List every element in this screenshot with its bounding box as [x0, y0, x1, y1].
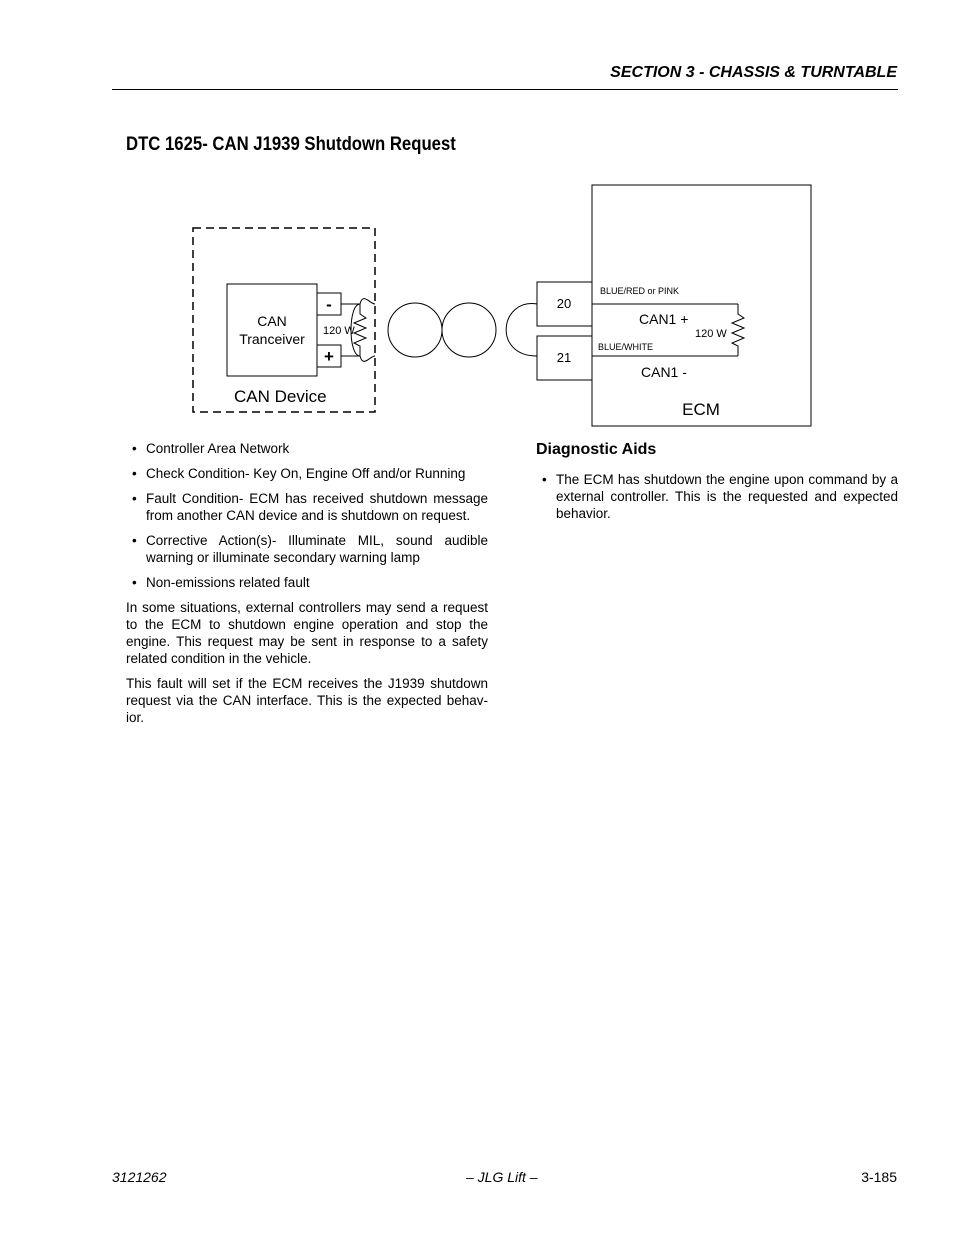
paragraph: In some situations, external controllers may send a request to the ECM to shutdown engine operation and stop the engine. This request may be sent in response to a safety related condition in the vehicle.: [126, 600, 488, 666]
can-device-label: CAN Device: [234, 387, 327, 406]
header-rule: [112, 89, 898, 90]
left-column: [126, 440, 488, 734]
ecm-box: [592, 185, 811, 426]
right-resistor: [732, 304, 744, 356]
transceiver-box: [227, 284, 317, 376]
condition-list: [126, 440, 488, 591]
left-resistor-label: 120 W: [323, 325, 355, 337]
page-number: 3-185: [861, 1169, 897, 1185]
list-item: • The ECM has shutdown the engine upon command by a external controller. This is the requested and expected behavior.: [536, 471, 898, 522]
list-item: • Fault Condition- ECM has received shutdown message from another CAN device and is shutdown on request.: [126, 490, 488, 524]
diagnostic-aids-heading: Diagnostic Aids: [536, 441, 657, 458]
page-title: DTC 1625- CAN J1939 Shutdown Request: [126, 134, 456, 155]
paragraph: This fault will set if the ECM receives the J1939 shutdown request via the CAN interface. This is the expected behav-ior.: [126, 676, 488, 725]
minus-symbol: -: [326, 295, 332, 314]
wire-top-label: BLUE/RED or PINK: [600, 286, 680, 296]
can1-minus-label: CAN1 -: [641, 364, 687, 380]
list-item: • Check Condition- Key On, Engine Off and/or Running: [126, 465, 488, 482]
list-item: • Non-emissions related fault: [126, 574, 488, 591]
section-header: SECTION 3 - CHASSIS & TURNTABLE: [610, 64, 897, 81]
wire-bottom-label: BLUE/WHITE: [598, 342, 654, 352]
plus-symbol: +: [324, 347, 334, 366]
left-resistor: [354, 304, 366, 356]
pin-20-label: 20: [556, 296, 572, 311]
right-resistor-label: 120 W: [695, 328, 727, 340]
doc-number: 3121262: [112, 1169, 167, 1185]
footer-brand: – JLG Lift –: [466, 1169, 538, 1185]
transceiver-label-line1: CAN: [257, 313, 287, 329]
list-item: • Controller Area Network: [126, 440, 488, 457]
transceiver-label-line2: Tranceiver: [239, 331, 305, 347]
twisted-pair: [351, 299, 537, 362]
diagnostic-aids-list: [536, 471, 898, 522]
right-column: [536, 440, 898, 530]
can1-plus-label: CAN1 +: [639, 311, 689, 327]
ecm-label: ECM: [682, 400, 720, 419]
can-wiring-diagram: [180, 180, 820, 435]
pin-21-label: 21: [556, 350, 572, 365]
list-item: • Corrective Action(s)- Illuminate MIL, sound audible warning or illuminate secondary warning lamp: [126, 532, 488, 566]
